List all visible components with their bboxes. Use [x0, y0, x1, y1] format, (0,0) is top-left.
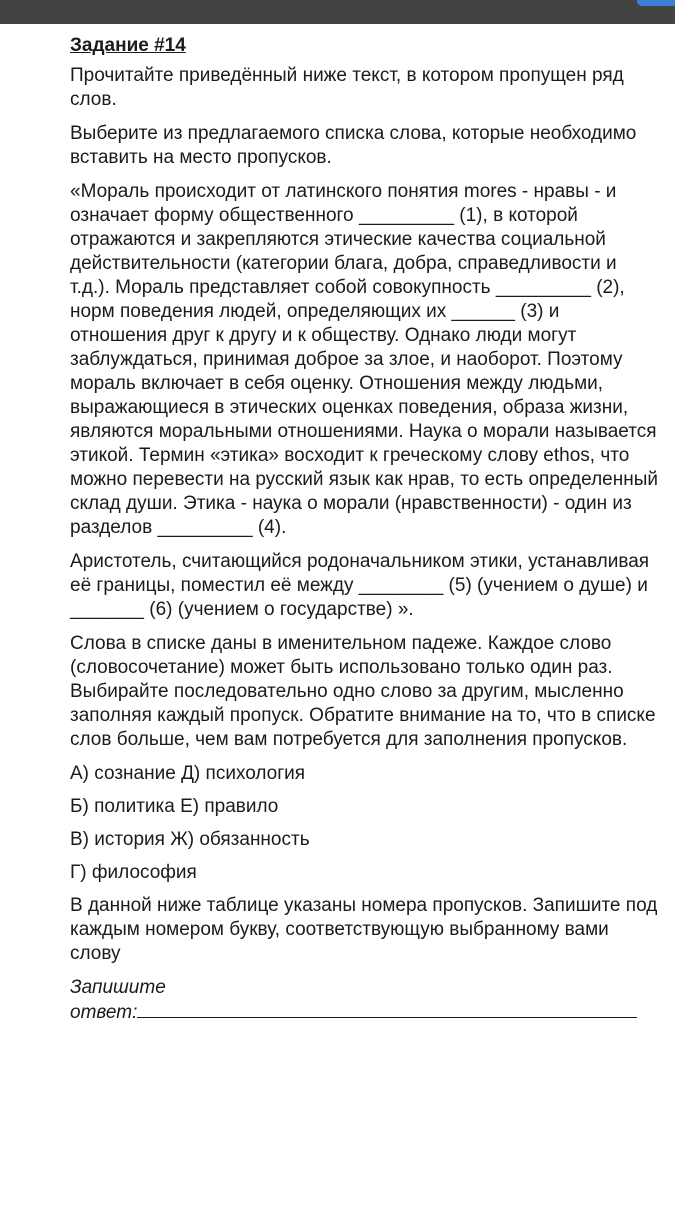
rules-paragraph: Слова в списке даны в именительном падеже. Каждое слово (словосочетание) может быть использовано только один раз. Выбирайте последовательно одно слово за другим, мысленно заполняя каждый пропуск. Обратите внимание на то, что в списке слов больше, чем вам потребуется для заполнения пропусков.: [70, 633, 656, 750]
aristotle-paragraph: Аристотель, считающийся родоначальником этики, устанавливая её границы, поместил её между ________ (5) (учением о душе) и _______ (6) (учением о государстве) ».: [70, 551, 650, 620]
option-line-4: Г) философия: [70, 862, 197, 883]
option-line-1: А) сознание Д) психология: [70, 763, 306, 784]
answer-input-line[interactable]: [137, 999, 637, 1018]
answer-label-line1: Запишите: [70, 977, 166, 998]
intro-paragraph: Прочитайте приведённый ниже текст, в котором пропущен ряд слов.: [70, 65, 624, 110]
table-instruction-paragraph: В данной ниже таблице указаны номера пропусков. Запишите под каждым номером букву, соответствующую выбранному вами слову: [70, 895, 658, 964]
task-instruction-paragraph: Выберите из предлагаемого списка слова, которые необходимо вставить на место пропусков.: [70, 123, 637, 168]
answer-block: [70, 976, 660, 1024]
option-line-3: В) история Ж) обязанность: [70, 829, 310, 850]
top-bar-accent: [637, 0, 675, 6]
task-content: [70, 34, 660, 1024]
top-bar: [0, 0, 675, 24]
answer-label-line2: ответ:: [70, 1002, 138, 1023]
answer-row: [70, 999, 660, 1024]
main-text-paragraph: «Мораль происходит от латинского понятия mores - нравы - и означает форму общественного _________ (1), в которой отражаются и закрепляются этические качества социальной действительности (категории блага, добра, справедливости и т.д.). Мораль представляет собой совокупность _________ (2), норм поведения людей, определяющих их ______ (3) и отношения друг к другу и к обществу. Однако люди могут заблуждаться, принимая доброе за злое, и наоборот. Поэтому мораль включает в себя оценку. Отношения между людьми, выражающиеся в этических оценках поведения, образа жизни, являются моральными отношениями. Наука о морали называется этикой. Термин «этика» восходит к греческому слову ethos, что можно перевести на русский язык как нрав, то есть определенный склад души. Этика - наука о морали (нравственности) - один из разделов _________ (4).: [70, 181, 658, 538]
task-title: Задание #14: [70, 35, 186, 56]
option-line-2: Б) политика Е) правило: [70, 796, 279, 817]
